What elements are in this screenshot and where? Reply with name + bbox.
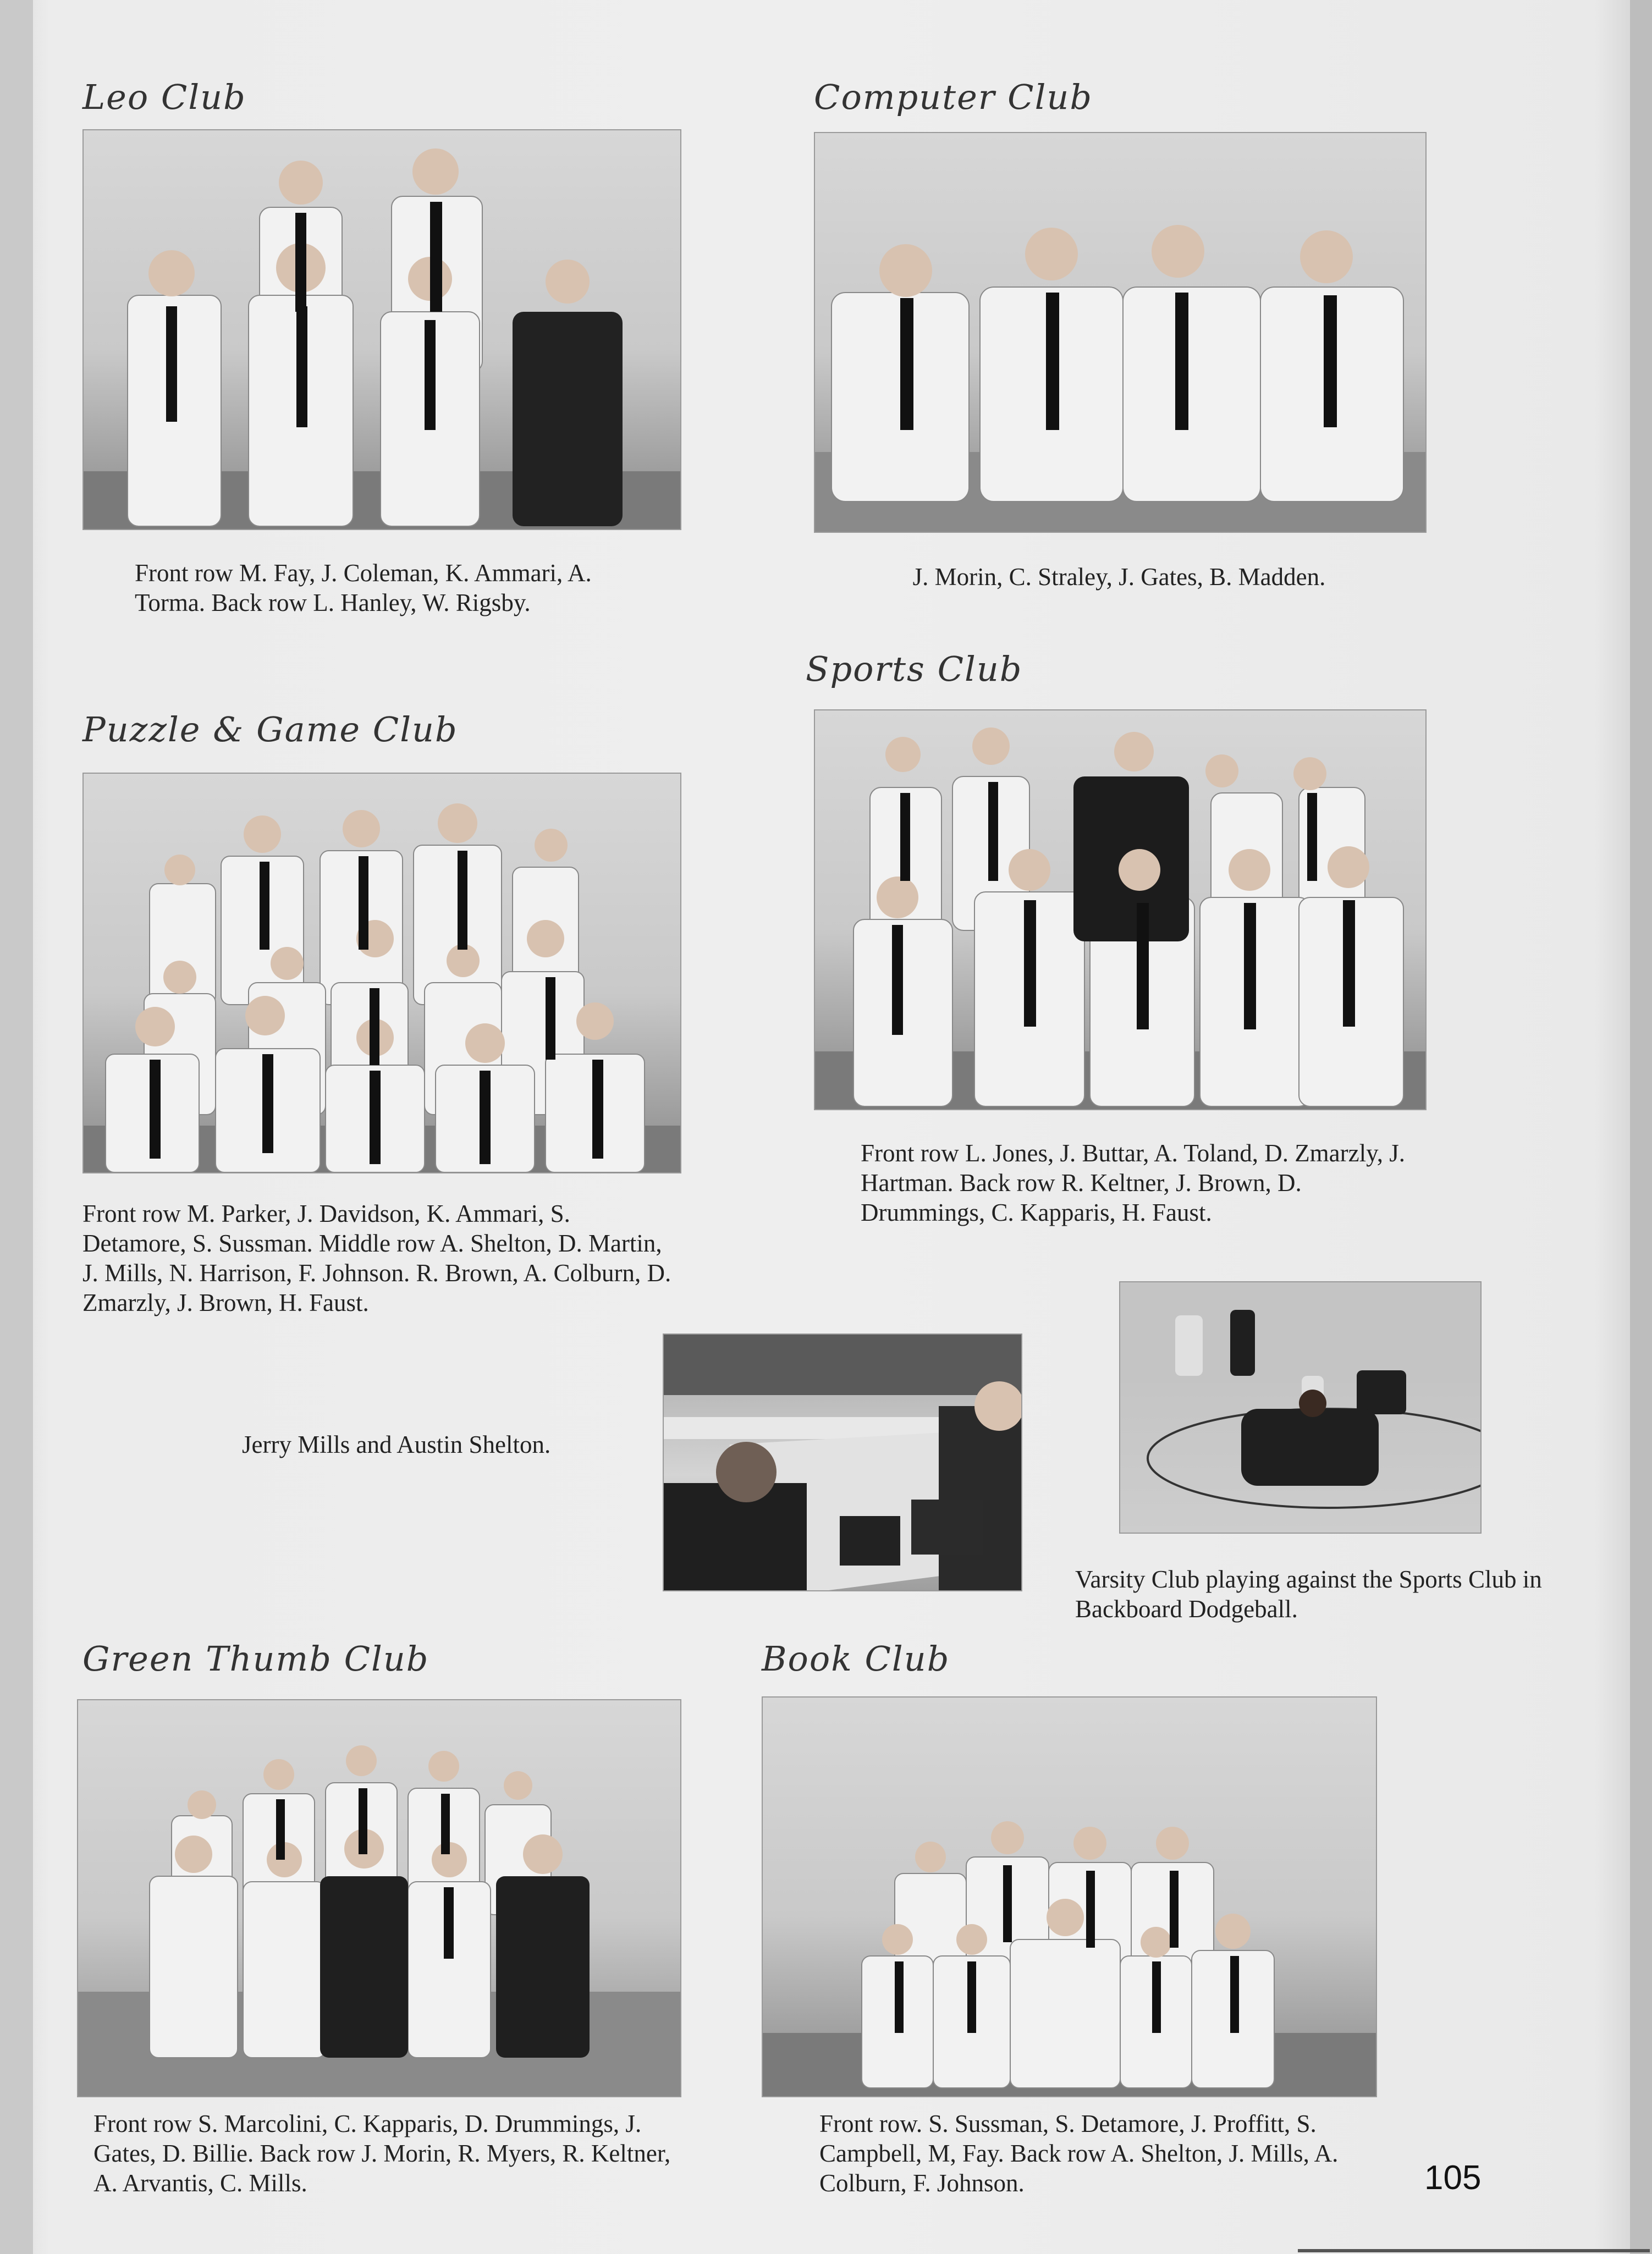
puzzle-game-club-caption: Front row M. Parker, J. Davidson, K. Ammari, S. Detamore, S. Sussman. Middle row A. Shelton, D. Martin, J. Mills, N. Harrison, F. Johnson. R. Brown, A. Colburn, D. Zmarzly, J. Brown, H. Faust. xyxy=(82,1200,671,1316)
puzzle-game-club-heading: Puzzle & Game Club xyxy=(82,709,458,750)
green-thumb-club-heading: Green Thumb Club xyxy=(82,1639,429,1679)
computer-club-photo xyxy=(814,132,1427,533)
sports-club-caption: Front row L. Jones, J. Buttar, A. Toland, D. Zmarzly, J. Hartman. Back row R. Keltner, J. Brown, D. Drummings, C. Kapparis, H. Faust. xyxy=(861,1139,1405,1226)
leo-club-caption: Front row M. Fay, J. Coleman, K. Ammari, A. Torma. Back row L. Hanley, W. Rigsby. xyxy=(135,559,592,616)
puzzle-game-club-photo xyxy=(82,773,681,1173)
book-club-caption: Front row. S. Sussman, S. Detamore, J. Proffitt, S. Campbell, M, Fay. Back row A. Shelton, J. Mills, A. Colburn, F. Johnson. xyxy=(819,2110,1339,2197)
sports-club-photo xyxy=(814,709,1427,1110)
green-thumb-club-caption: Front row S. Marcolini, C. Kapparis, D. Drummings, J. Gates, D. Billie. Back row J. Morin, R. Myers, R. Keltner, A. Arvantis, C. Mills. xyxy=(93,2110,671,2197)
page-spine-shadow xyxy=(0,0,33,2254)
sports-club-heading: Sports Club xyxy=(806,649,1023,689)
page-edge-shadow xyxy=(1630,0,1652,2254)
book-club-heading: Book Club xyxy=(762,1639,950,1679)
bottom-rule xyxy=(1298,2249,1650,2252)
leo-club-heading: Leo Club xyxy=(82,77,246,117)
games-photo xyxy=(663,1333,1022,1591)
green-thumb-club-photo xyxy=(77,1699,681,2097)
games-photo-caption: Jerry Mills and Austin Shelton. xyxy=(242,1431,551,1458)
leo-club-photo xyxy=(82,129,681,530)
computer-club-caption: J. Morin, C. Straley, J. Gates, B. Madden. xyxy=(912,563,1326,591)
dodgeball-caption: Varsity Club playing against the Sports Club in Backboard Dodgeball. xyxy=(1075,1566,1542,1623)
computer-club-heading: Computer Club xyxy=(814,77,1093,117)
page-number: 105 xyxy=(1424,2159,1482,2197)
book-club-photo xyxy=(762,1696,1377,2097)
dodgeball-photo xyxy=(1119,1281,1482,1534)
